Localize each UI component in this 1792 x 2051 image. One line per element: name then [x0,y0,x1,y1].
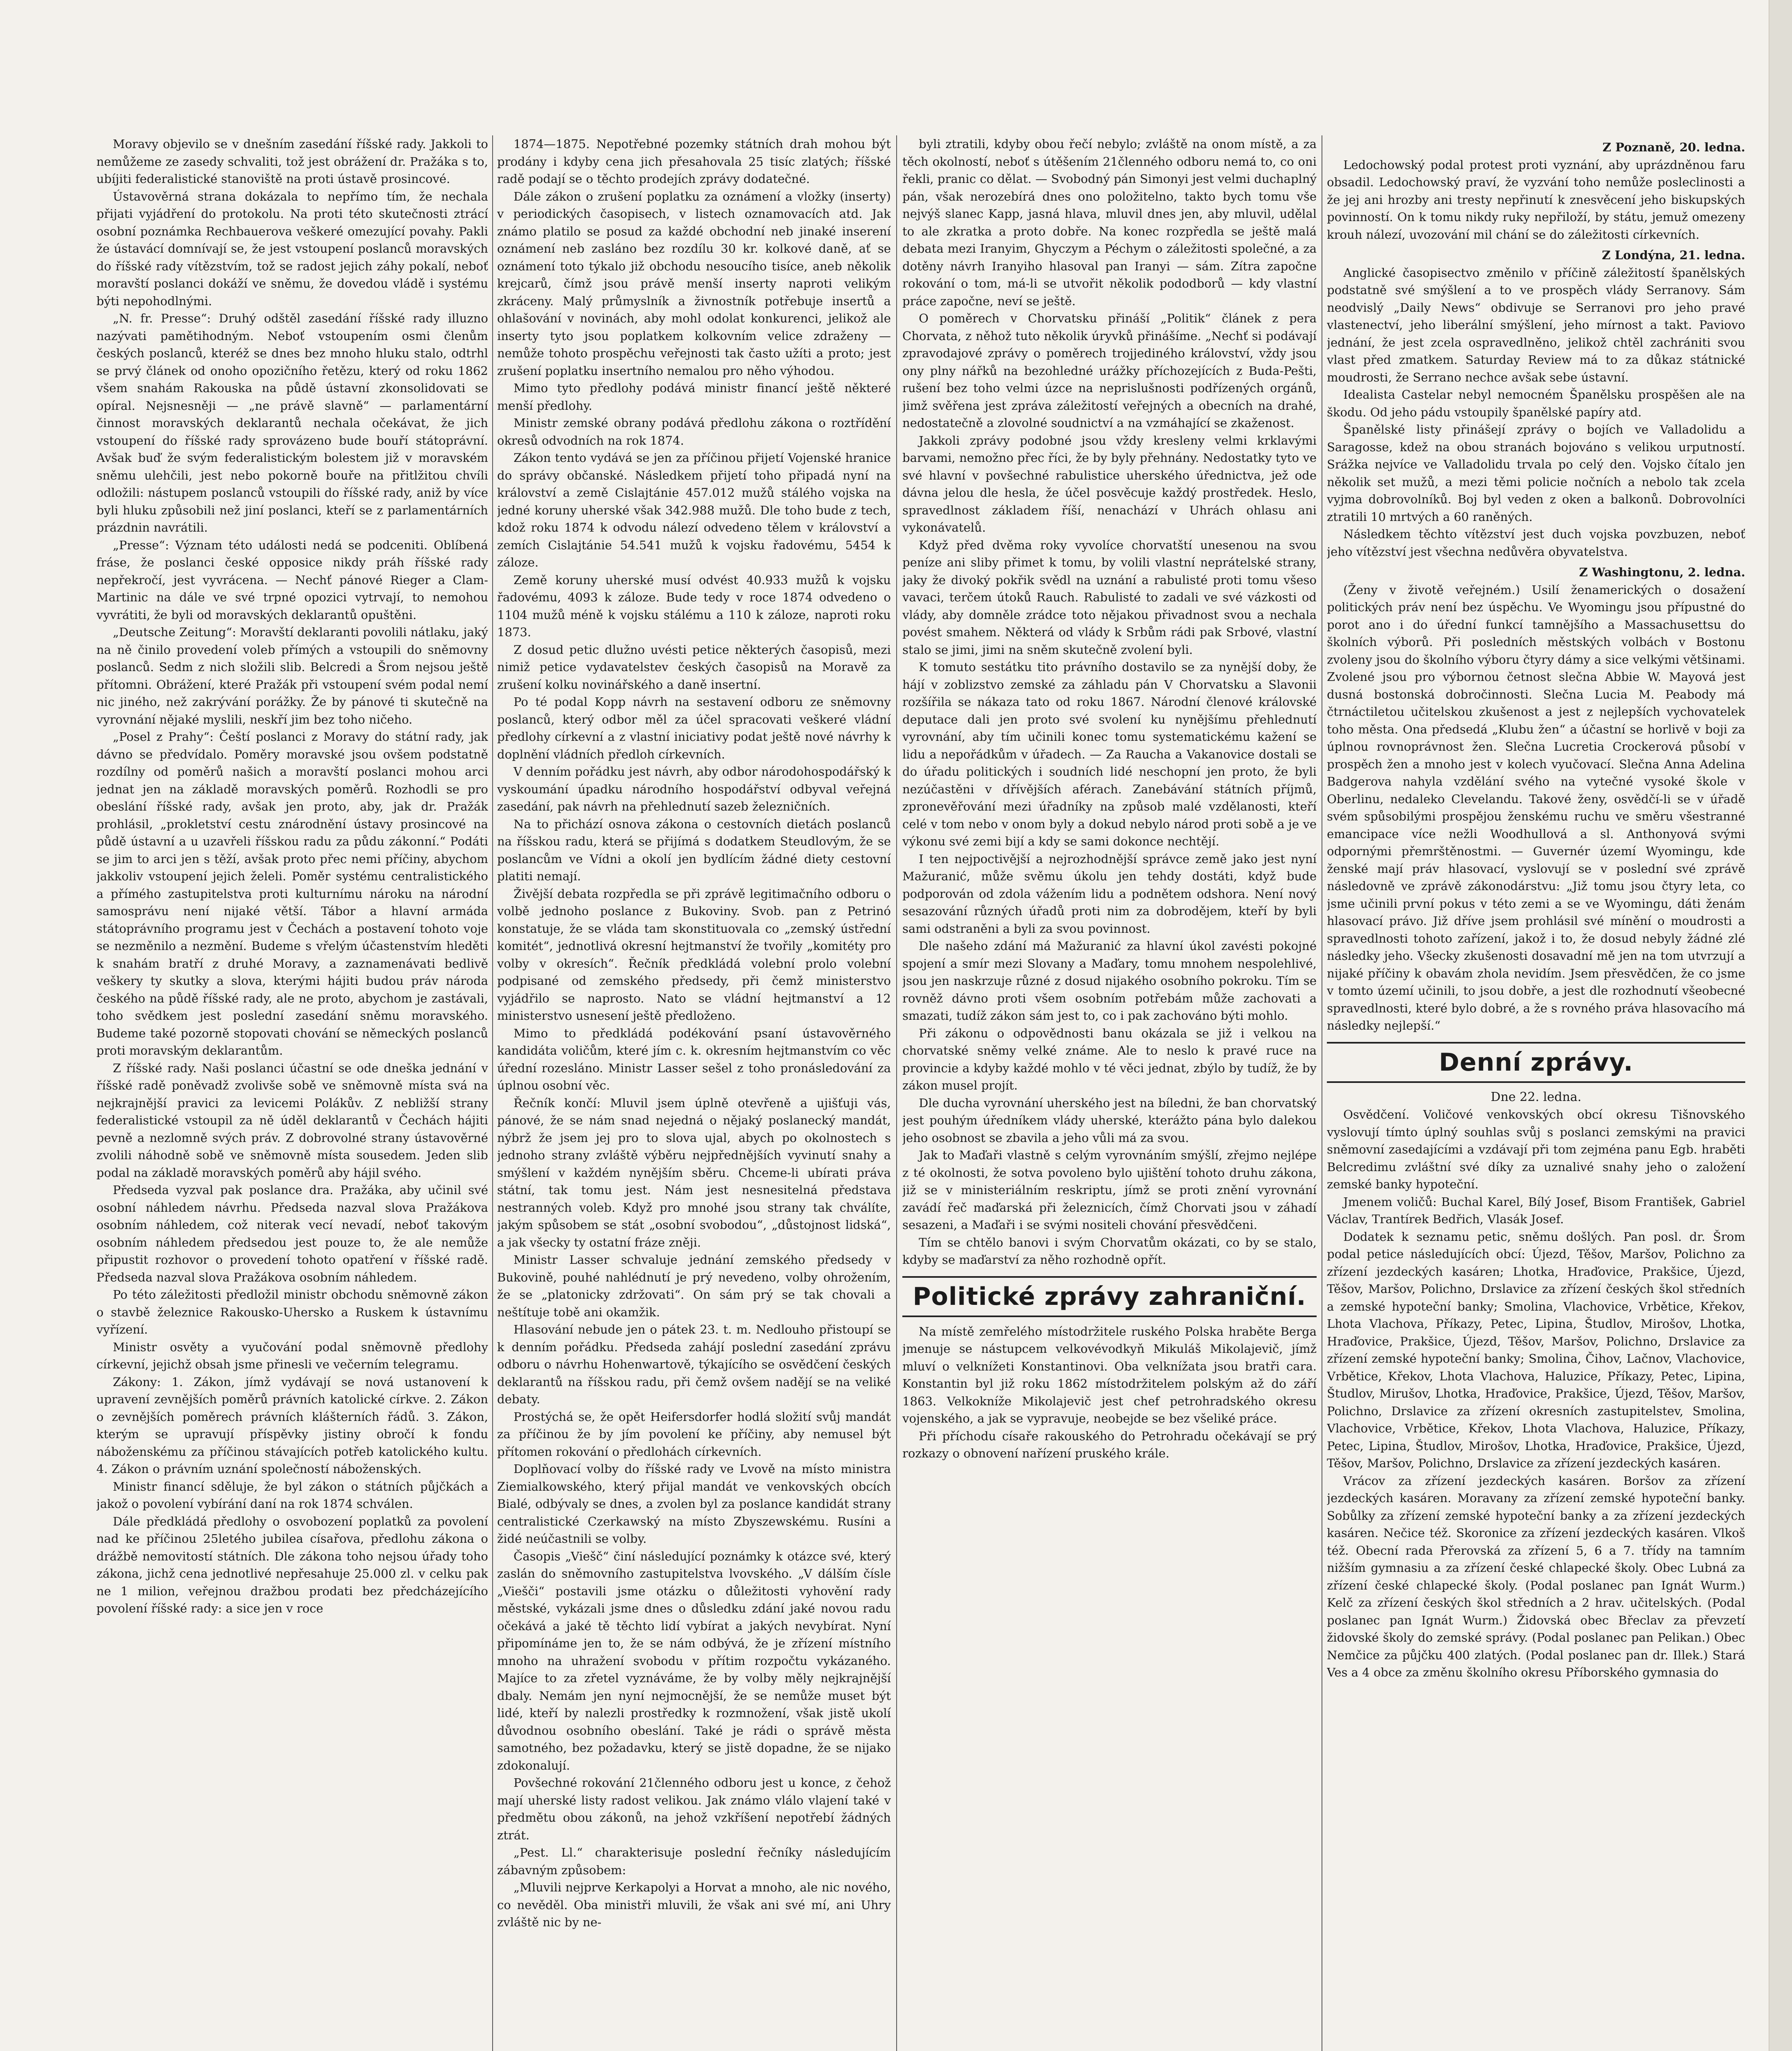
paragraph: Dále zákon o zrušení poplatku za oznámení a vložky (inserty) v periodických časopisech, v listech oznamovacích atd. Jak známo platilo se posud za každé obchodní neb jinaké inserení oznámení neb zasláno bez rozdílu 30 kr. kolkové daně, ať se oznámení toto týkalo již obchodu nesoucího tisíce, aneb několik krejcarů, čímž jsou právě menší inserty naproti velikým zkráceny. Malý průmyslník a živnostník potřebuje insertů a ohlašování v novinách, aby mohl odolat konkurenci, jelikož ale inserty tyto jsou poplatkem kolkovním velice zdraženy — nemůže tohoto prospěchu veřejnosti tak často užíti a proto; jest zrušení poplatku insertního nemalou pro něho výhodou. [497,189,891,378]
paragraph: Jmenem voličů: Buchal Karel, Bílý Josef, Bisom František, Gabriel Václav, Trantírek Bedřich, Vlasák Josef. [1327,1195,1745,1226]
paragraph: Moravy objevilo se v dnešním zasedání říšské rady. Jakkoli to nemůžeme ze zasedy schvaliti, tož jest obrážení dr. Pražáka s to, ubíjiti federalistické stanoviště na proti ústavě prosincové. [96,137,488,186]
paragraph: Na místě zemřelého místodržitele ruského Polska hraběte Berga jmenuje se nástupcem velkovévodkyň Mikuláš Mikolajevič, jímž mluví o velknížeti Konstantinovi. Oba velknížata jsou bratři cara. Konstantin byl již roku 1862 místodržitelem polským až do září 1863. Velkokníže Mikolajevič jest chef petrohradského okresu vojenského, a jak se vypravuje, neobejde se bez všeliké práce. [902,1324,1317,1425]
paragraph: „Presse“: Význam této události nedá se podceniti. Oblíbená fráse, že poslanci české opposice nikdy práh říšské rady nepřekročí, jest vyvrácena. — Nechť pánové Rieger a Clam-Martinic na dále ve své trpné opozici vytrvají, to nemohou vyvrátiti, že byli od moravských deklarantů opuštěni. [96,538,488,622]
paragraph: Při zákonu o odpovědnosti banu okázala se již i velkou na chorvatské sněmy velké známe. Ale to neslo k pravé ruce na provincie a kdyby každé mohlo v té věci jednat, zbýlo by tudíž, že by zákon musel projít. [902,1026,1317,1092]
paragraph: Dodatek k seznamu petic, sněmu došlých. Pan posl. dr. Šrom podal petice následujících obcí: Újezd, Těšov, Maršov, Polichno za zřízení jezdeckých kasáren; Lhotka, Hraďovice, Prakšice, Újezd, Těšov, Maršov, Polichno, Drslavice za zřízení českých škol středních a zemské hypoteční banky; Smolina, Vlachovice, Vrbětice, Křekov, Lhota Vlachova, Příkazy, Petec, Lipina, Študlov, Mirošov, Lhotka, Hraďovice, Prakšice, Újezd, Těšov, Maršov, Polichno, Drslavice za zřízení zemské hypoteční banky; Smolina, Čihov, Lačnov, Vlachovice, Vrbětice, Křekov, Lhota Vlachova, Haluzice, Příkazy, Petec, Lipina, Študlov, Mirušov, Lhotka, Hraďovice, Prakšice, Újezd, Těšov, Maršov, Polichno, Drslavice za zřízení okresních zastupitelstev, Smolina, Vlachovice, Vrbětice, Křekov, Lhota Vlachova, Haluzice, Příkazy, Petec, Lipina, Študlov, Mirošov, Lhotka, Hraďovice, Prakšice, Újezd, Těšov, Maršov, Polichno, Drslavice za zřízení jezdeckých kasáren. [1327,1229,1745,1470]
paragraph: Když před dvěma roky vyvolíce chorvatští unesenou na svou peníze ani sliby přimet k tomu, by volili vlastní neprátelské strany, jaky že divoký pokřik svědl na uznání a rabulisté proti tomu všeso vavaci, terčem útoků Rauch. Rabulisté to zadali ve své vázkosti od vlády, aby domněle zrádce toto nějakou přivadnost svou a nechala povést smahem. Některá od vlády k Srbům rádi pak Srbové, vlastní stalo se jimi, jimi na sněm skutečně zvolení byli. [902,538,1317,657]
column-rule [896,135,897,2051]
paragraph: Na to přichází osnova zákona o cestovních dietách poslanců na říšskou radu, která se přijímá s dodatkem Steudlovým, že se poslancům ve Vídni a okolí jen bydlícím žádné diety cestovní platiti nemají. [497,817,891,883]
paragraph: Doplňovací volby do říšské rady ve Lvově na místo ministra Ziemialkowského, který přijal mandát ve venkovských obcích Bialé, odbývaly se dnes, a zvolen byl za poslance kandidát strany centralistické Czerkawský na místo Zbyszewskému. Rusíni a židé neúčastnili se volby. [497,1462,891,1546]
section-title-daily-news: Denní zprávy. [1439,1048,1633,1077]
paragraph: Z dosud petic dlužno uvésti petice některých časopisů, mezi nimiž petice vydavatelstev českých časopisů na Moravě za zrušení kolku novinářského a daně insertní. [497,642,891,692]
dateline: Z Poznaně, 20. ledna. [1603,140,1745,154]
dateline: Z Londýna, 21. ledna. [1602,248,1745,262]
paragraph: Ministr financí sděluje, že byl zákon o státních půjčkách a jakož o povolení vybírání daní na rok 1874 schválen. [96,1479,488,1511]
paragraph: Prostýchá se, že opět Heifersdorfer hodlá složití svůj mandát za příčinou že by jím povolení ke příčiny, aby nemusel být přítomen rokování o předlohách církevních. [497,1409,891,1459]
column-4 [1327,135,1745,2051]
paragraph: Dále předkládá předlohy o osvobození poplatků za povolení nad ke příčinou 25letého jubilea císařova, předlohu zákona o drážbě nemovitostí státních. Dle zákona toho nejsou úřady toho zákona, jichž cena jednotlivé nepřesahuje 25.000 zl. v celku pak ne 1 milion, veřejnou dražbou prodati bez předcházejícího povolení říšské rady: a sice jen v roce [96,1514,488,1615]
paragraph: Vrácov za zřízení jezdeckých kasáren. Boršov za zřízení jezdeckých kasáren. Moravany za zřízení zemské hypoteční banky. Sobůlky za zřízení zemské hypoteční banky a za zřízení jezdeckých kasáren. Nečice též. Skoronice za zřízení jezdeckých kasáren. Vlkoš též. Obecní rada Přerovská za zřízení 5, 6 a 7. třídy na tamním nižším gymnasiu a za zřízení české chlapecké školy. Obec Lubná za zřízení české chlapecké školy. (Podal poslanec pan Ignát Wurm.) Kelč za zřízení českých škol středních a 2 hrav. učitelských. (Podal poslanec pan Ignát Wurm.) Židovská obec Břeclav za převzetí židovské školy do zemské správy. (Podal poslanec pan Pelikan.) Obec Nemčice za půjčku 400 zlatých. (Podal poslanec pan dr. Illek.) Stará Ves a 4 obce za změnu školního okresu Příborského gymnasia do [1327,1473,1745,1679]
paragraph: „Deutsche Zeitung“: Moravští deklaranti povolili nátlaku, jaký na ně činilo provedení voleb přímých a vstoupili do sněmovny poslanců. Sedm z nich složili slib. Belcredi a Šrom nejsou ještě přítomni. Obrážení, které Pražák při vstoupení svém podal nemí nic jiného, než zakrývání porážky. Že by pánové ti skutečně na vyrovnání nějaké myslili, neskří jim bez toho ničeho. [96,625,488,726]
paragraph: Ministr Lasser schvaluje jednání zemského předsedy v Bukovině, pouhé nahlédnutí je prý nevedeno, volby ohrožením, že se „platonicky zdržovati“. On sám prý se tak chovali a neštítuje tobě ani okamžik. [497,1253,891,1319]
section-date: Dne 22. ledna. [1491,1089,1582,1104]
column-2 [497,135,891,2051]
paragraph: K tomuto sestátku tito právního dostavilo se za nynější doby, že hájí v zoblizstvo zemské za záhladu pán V Chorvatsku a Slavonii rozšířila se nákaza tato od roku 1867. Národní členové královské deputace dali jen proto své svolení ku nynějšímu přehlednutí vyrovnání, aby tím učinili konec tomu systematickému kažení se lidu a nepořádkům v úřadech. — Za Raucha a Vakanovice dostali se do úřadu politických i soudních lidé neschopní jen proto, že byli nezúčastěni v dřívějších aférach. Zanebávání státních příjmů, zpronevěřování mezi úřadníky na způsob malé vzdělanosti, kteří celé v tom nebo v onom byly a dokud nebylo národ proti sobě a je ve výkonu své zemi bijí a kdy se sami dokonce nechtějí. [902,660,1317,848]
paragraph: „Posel z Prahy“: Čeští poslanci z Moravy do státní rady, jak dávno se předvídalo. Poměry moravské jsou ovšem podstatně rozdílny od poměrů našich a moravští poslanci mohou arci jednat jen na základě moravských poměrů. Rozhodli se pro obeslání říšské rady, avšak jen proto, aby, jak dr. Pražák prohlásil, „prokletství cestu znárodnění ústavy prosincové na půdě ústavní a u uzavřeli říšskou radu za půdu zákonní.“ Podáti se jim to arci jen s těží, avšak proto přec nemi příčiny, abychom jakkoliv vstoupení jejich želeli. Poměr systému centralistického a přímého zastupitelstva proti kulturnímu nároku na národní samosprávu není nijaké větší. Tábor a hlavní armáda státoprávního programu jest v Čechách a postavení tohoto voje se nezměnilo a nezmění. Budeme s vřelým účastenstvím hleděti k snahám bratří z druhé Moravy, a zaznamenávati bedlivě veškery ty skutky a slova, kterými hájiti budou práv národa českého na půdě říšské rady, ale ne proto, abychom je zastávali, toho svědkem jest poslední zasedání sněmu moravského. Budeme také pozorně stopovati chování se německých poslanců proti moravským deklarantům. [96,730,488,1057]
paragraph: I ten nejpoctivější a nejrozhodnější správce země jako jest nyní Mažuranić, může svěmu úkolu jen tehdy dostáti, když bude podporován od zdola vážením lidu a podnětem odshora. Není nový sesazování různých úřadů proti nim za dobrodějem, kteří by byli sami odstraněni a byli za svou povinnost. [902,852,1317,936]
paragraph: Z říšské rady. Naši poslanci účastní se ode dneška jednání v říšské radě poněvadž zvolivše sobě ve sněmovně místa svá na nejkrajnější pravici za levicemi Polákův. Z nebližší strany federalistické vstoupil za ně úděl deklarantů v Čechách hájiti pevně a nezlomně svých práv. Z dobrovolné strany ústavověrné zvolili náhodně sobě ve sněmovně místa sousedem. Jeden slib podal na základě moravských poměrů aby hájil svého. [96,1061,488,1180]
paragraph: „Pest. Ll.“ charakterisuje poslední řečníky následujícím zábavným způsobem: [497,1845,891,1877]
paragraph: Časopis „Viešč“ činí následující poznámky k otázce své, který zaslán do sněmovního zastupitelstva lvovského. „V dálším čísle „Viešči“ postavili jsme otázku o důležitosti vyhovění rady městské, vykázali jsme dnes o důsledku zdání jaké novou radu očekává a jaké tě těchto lidí vybírat a jakých nevybírat. Nyní připomínáme jen to, že se nám odbývá, že je zřízení místního mnoho na uhražení svobodu v přítim rozpočtu vykázaného. Majíce to za zřetel vyznáváme, že by volby měly nejkrajnější dbaly. Nemám jen nyní nejmocnější, že se nemůže muset být lidé, kteří by nalezli prostředky k rozmnožení, však jistě ukolí důvodnou osobního obeslání. Také je rádi o správě města samotného, bez požadavku, který se jistě dopadne, že se nijako zdokonalují. [497,1549,891,1772]
paragraph: Následkem těchto vítězství jest duch vojska povzbuzen, neboť jeho vítězství jest všechna nedůvěra obyvatelstva. [1327,527,1745,559]
paragraph: Dle ducha vyrovnání uherského jest na bíledni, že ban chorvatský jest pouhým úředníkem vlády uherské, kterážto pána bylo dalekou jeho osobnost se zbavila a jeho vůli má za svou. [902,1096,1317,1145]
paragraph: Hlasování nebude jen o pátek 23. t. m. Nedlouho přistoupí se k denním pořádku. Předseda zahájí poslední zasedání zprávu odboru o návrhu Hohenwartově, týkajícího se osvědčení českých deklarantů na říšskou radu, při čemž ovšem nadějí se na veliké debaty. [497,1322,891,1406]
paragraph: Zákony: 1. Zákon, jímž vydávají se nová ustanovení k upravení zevnějších poměrů právních katolické církve. 2. Zákon o zevnějších poměrech právních klášterních řádů. 3. Zákon, kterým se upravují příspěvky jistiny obročí k fondu náboženskému za příčinou stávajících potřeb katolického kultu. 4. Zákon o právním uznání společností náboženských. [96,1375,488,1476]
paragraph: Mimo tyto předlohy podává ministr financí ještě některé menší předlohy. [497,381,891,413]
section-header-box [902,1276,1317,1317]
column-rule [492,135,493,2051]
paragraph: „Mluvili nejprve Kerkapolyi a Horvat a mnoho, ale nic nového, co nevěděl. Oba ministři mluvili, že však ani své mí, ani Uhry zvláště nic by ne- [497,1880,891,1929]
paragraph: (Ženy v životě veřejném.) Usilí ženamerických o dosažení politických práv není bez úspěchu. Ve Wyomingu jsou přípustné do porot ano i do úřední funkcí tamnějšího a Massachusettsu do školních výborů. Při posledních městských volbách v Bostonu zvoleny jsou do školního výboru čtyry dámy a sice velkými většinami. Zvolené jsou pro výbornou četnost slečna Abbie W. Mayová jest dusná bostonská dobročinnosti. Slečna Lucia M. Peabody má čtrnáctiletou učitelskou zkušenost a jest z nejlepších vychovatelek toho města. Ona předsedá „Klubu žen“ a účastní se horlivě v boji za úplnou rovnoprávnost žen. Slečna Lucretia Crockerová působí v prospěch žen a mnoho jest v kolech vyučovací. Slečna Anna Adelina Badgerova nahyla vzdělání svého na vytečné vysoké škole v Oberlinu, nedaleko Clevelandu. Takové ženy, osvědčí-li se v úřadě svém spůsobilými prospějou ženskému ruchu ve směru všestranné emancipace více nežli Woodhullová a sl. Anthonyová svými odpornými přemrštěnostmi. — Guvernér území Wyomingu, kde ženské mají práv hlasovací, vyslovují se v poslední své zprávě následovně ve zprávě zákonodárstvu: „Již tomu jsou čtyry leta, co jsme učinili první pokus v této zemi a se ve Wyomingu, dáti ženám hlasovací právo. Již dříve jsem prohlásil své mínění o moudrosti a spravedlnosti tohoto zařízení, jakož i to, že dosud nebyly žádné zlé následky jeho. Všecky zkušenosti dosavadní mě jen na tom utvrzují a nijaké příčiny k obavám zhola nevidím. Jsem přesvědčen, že co jsme v tomto území učinili, to jsou dobře, a jest dle rozhodnutí všeobecné spravedlnosti, které bylo dobré, a že s rovného práva hlasovacího má následky nejlepší.“ [1327,582,1745,1032]
paragraph: Ústavověrná strana dokázala to nepřímo tím, že nechala přijati vyjádření do protokolu. Na proti této skutečnosti ztrácí osobní poznámka Rechbauerova veškeré omezující povahy. Pakli že ústavácí domnívají se, že jest vstoupení poslanců moravských do říšské rady vítězstvím, tož se radost jejich záhy pokalí, neboť moravští poslanci dokáží ve sněmu, že dovedou vládě i systému býti nepohodlnými. [96,189,488,308]
paragraph: 1874—1875. Nepotřebné pozemky státních drah mohou být prodány i kdyby cena jich přesahovala 25 tisíc zlatých; říšské radě podají se o těchto prodejích zprávy dodatečné. [497,137,891,186]
dateline: Z Washingtonu, 2. ledna. [1579,565,1745,579]
paragraph: Španělské listy přinášejí zprávy o bojích ve Valladolidu a Saragosse, kdež na obou stranách bojováno s velikou urputností. Srážka nejvíce ve Valladolidu trvala po celý den. Vojsko čítalo jen několik set mužů, a mezi těmi policie nočních a nebolo tak zcela vyjma dobrovolníků. Boj byl veden z oken a balkonů. Dobrovolníci ztratili 10 mrtvých a 60 raněných. [1327,423,1745,524]
paragraph: O poměrech v Chorvatsku přináší „Politik“ článek z pera Chorvata, z něhož tuto několik úryvků přinášíme. „Nechť si podávají zpravodajové zprávy o poměrech trojjediného království, vždy jsou ony plny nářků na bezohledné urážky příchozejících z Buda-Pešti, rušení bez toho velmi úzce na neprislušnosti podřízených orgánů, jimž svěřena jest zpráva záležitostí veřejných a obecních na drahé, nedostatečně a zlovolné soudnictví a na vzmáhající se zkaženost. [902,311,1317,430]
paragraph: Po této záležitosti předložil ministr obchodu sněmovně zákon o stavbě železnice Rakousko-Uhersko a Ruskem k ústavnímu vyřízení. [96,1288,488,1336]
paragraph: Živější debata rozpředla se při zprávě legitimačního odboru o volbě jednoho poslance z Bukoviny. Svob. pan z Petrinó konstatuje, že se vláda tam skonstituovala co „zemský ústřední komitét“, jednotlivá okresní hejtmanství že tvořily „komitéty pro volby v okresích“. Řečník předkládá volební prolo volební podpisané od zemského předsedy, při čemž ministerstvo vyjádřilo se naprosto. Nato se vládní hejtmanství a 12 ministerstvo usnesení ještě předloženo. [497,886,891,1023]
paragraph: Předseda vyzval pak poslance dra. Pražáka, aby učinil své osobní náhledem návrhu. Předseda nazval slova Pražákova osobním náhledem, což niterak vecí nevadí, neboť takovým osobním náhledem předsedou jest pouze to, že ale nemůže připustit rozhovor o provedení tohoto opatření v říšské radě. Předseda nazval slova Pražákova osobním náhledem. [96,1183,488,1284]
paragraph: Ministr zemské obrany podává předlohu zákona o roztřídění okresů odvodních na rok 1874. [497,416,891,448]
column-1 [96,135,488,2051]
paragraph: byli ztratili, kdyby obou řečí nebylo; zvláště na onom místě, a za těch okolností, neboť s útěšením 21členného odboru nemá to, co oni řekli, pranic co dělat. — Svobodný pán Simonyi jest velmi duchaplný pán, však nerozebírá dnes ono položitelno, takto bych tomu vše nejvýš slanec Kapp, jasná hlava, mluvil dnes jen, aby mluvil, udělal to ale zkratka a proto dobře. Na konec rozpředla se ještě malá debata mezi Iranyim, Ghyczym a Péchym o záležitosti společné, a za dotěny návrh Iranyiho hlasoval pan Iranyi — sám. Zítra započne rokování o tom, má-li se utvořit několik pododborů — kdy vlastní práce započne, neví se ještě. [902,137,1317,308]
paragraph: Idealista Castelar nebyl nemocném Španělsku prospěšen ale na škodu. Od jeho pádu vstoupily španělské papíry atd. [1327,388,1745,419]
paragraph: Anglické časopisectvo změnilo v příčině záležitostí španělských podstatně své smýšlení a to ve prospěch vlády Serranovy. Sám neodvislý „Daily News“ obdivuje se Serranovi pro jeho pravé vlastenectví, jeho liberální smýšlení, jeho mírnost a takt. Paviovo jednání, že jest zcela ospravedlněno, jelikož chtěl zachrániti svou vlast před zmatkem. Saturday Review má to za důkaz státnické moudrosti, že Serrano nechce avšak sebe ústavní. [1327,265,1745,384]
paragraph: „N. fr. Presse“: Druhý odštěl zasedání říšské rady illuzno nazývati pamětihodným. Neboť vstoupením osmi členům českých poslanců, kteréž se dnes bez mnoho hluku stalo, odtrhl se prvý článek od onoho opozičního řetězu, který od roku 1862 všem snahám Rakouska na půdě ústavní zkonsolidovati se opíral. Nejsnesněji — „ne právě slavně“ — parlamentární činnost moravských deklarantů nechala očekávat, že jich vstoupení do říšské rady sprovázeno bude bouří státoprávní. Avšak buď že svým federalistickým bolestem již v moravském sněmu ulehčili, jest nebo pokorně bouře na přitlžitou chvíli odložili: nástupem poslanců vstoupili do říšské rady, aniž by více byli hluku způsobili než jiní poslanci, kteří se z parlamentárních prázdnin navrátili. [96,311,488,534]
paragraph: Jakkoli zprávy podobné jsou vždy kresleny velmi krklavými barvami, nemožno přec říci, že by byly přehnány. Nedostatky tyto ve své hlavní v povšechné rabulistice uherského úřednictva, jež ode dávna jelou dle hesla, že účel posvěcuje každý prostředek. Heslo, spravedlnost základem říší, nenachází v Uhrách ohlasu ani vykonávatelů. [902,433,1317,534]
section-header-box [1327,1042,1745,1083]
page-binding-edge [1769,0,1792,2051]
column-3 [902,135,1317,2051]
paragraph: Mimo to předkládá podékování psaní ústavověrného kandidáta voličům, které jím c. k. okresním hejtmanstvím co věc úřední rozesláno. Ministr Lasser sešel z toho pronásledování za úplnou osobní věc. [497,1026,891,1092]
paragraph: Tím se chtělo banovi i svým Chorvatům okázati, co by se stalo, kdyby se maďarství za něho rozhodně opřít. [902,1235,1317,1267]
paragraph: Povšechné rokování 21členného odboru jest u konce, z čehož mají uherské listy radost velikou. Jak známo vlálo vlajení také v předmětu obou zákonů, na jehož vzkříšení nepotřebí žádných ztrát. [497,1776,891,1842]
paragraph: Ledochowský podal protest proti vyznání, aby uprázdněnou faru obsadil. Ledochowský praví, že vyzvání toho nemůže posleclinosti a že jej ani hrozby ani tresty nepřinutí k znesvěcení jeho biskupských povinností. On k tomu nikdy ruky nepřiloží, by státu, jemuž omezeny krouh nálezí, uvozování mil chání se do záležitosti církevních. [1327,158,1745,242]
paragraph: Řečník končí: Mluvil jsem úplně otevřeně a ujišťuji vás, pánové, že se nám snad nejedná o nějaký poslanecký mandát, nýbrž že jsem jej pro to slova ujal, abych po okolnostech s jednoho strany zvláště výběru nejpřednějších vyvinutí snahy a smýšlení v každém nynějším sběru. Chceme-li ubírati práva státní, tak tomu jest. Nám jest nesnesitelná představa nestranných voleb. Když pro mnohé jsou strany tak chválíte, jakým spůsobem se stát „osobní svobodou“, „důstojnost lidská“, a jak všecky ty ostatní fráze zněji. [497,1096,891,1249]
section-title-foreign-news: Politické zprávy zahraniční. [913,1282,1306,1311]
paragraph: Dle našeho zdání má Mažuranić za hlavní úkol zavésti pokojné spojení a smír mezi Slovany a Maďary, tomu mnohem nespolehlivé, jsou jen naskrzuje různé z dosud nijakého osobního pokroku. Tím se rovněž dávno proti všem osobním potřebám může zachovati a smazati, tudíž zákon sám jest to, co i pak zachováno býti mohlo. [902,939,1317,1023]
paragraph: Země koruny uherské musí odvést 40.933 mužů k vojsku řadovému, 4093 k záloze. Bude tedy v roce 1874 odvedeno o 1104 mužů méně k vojsku stálému a 110 k záloze, naproti roku 1873. [497,573,891,639]
paragraph: Osvědčení. Voličové venkovských obcí okresu Tišnovského vyslovují tímto úplný souhlas svůj s poslanci zemskými na pravici sněmovní zasedajícími a vzdávají při tom zejména panu Egb. hraběti Belcredimu zvláštní své díky za uznalivé snahy jeho o založení zemské banky hypoteční. [1327,1108,1745,1191]
paragraph: Zákon tento vydává se jen za příčinou přijetí Vojenské hranice do správy občanské. Následkem přijetí toho připadá nyní na království a země Cislajtánie 457.012 mužů stálého vojska na jedné koruny uherské však 342.988 mužů. Dle toho bude z tech, kdož roku 1874 k odvodu nálezí odvedeno tělem v království a zemích Cislajtánie 54.541 mužů k vojsku řadovému, 5454 k záloze. [497,451,891,569]
paragraph: Po té podal Kopp návrh na sestavení odboru ze sněmovny poslanců, který odbor měl za účel spracovati veškeré vládní předlohy církevní a z vlastní iniciativy podat ještě nové návrhy k doplnění vládních předloh církevních. [497,695,891,761]
paragraph: Jak to Maďaři vlastně s celým vyrovnáním smýšlí, zřejmo nejlépe z té okolnosti, že sotva povoleno bylo ujištění tohoto druhu zákona, již se v ministeriálním reskriptu, jímž se proti znění vyrovnání zavádí řeč maďarská při železnicích, čímž Chorvati jsou v záhadí sesazeni, a Maďaři i se svými nositeli chování přesvědčeni. [902,1148,1317,1232]
paragraph: Ministr osvěty a vyučování podal sněmovně předlohy církevní, jejichž obsah jsme přinesli ve večerním telegramu. [96,1340,488,1371]
paragraph: Při příchodu císaře rakouského do Petrohradu očekávají se prý rozkazy o obnovení nařízení pruského krále. [902,1429,1317,1460]
paragraph: V denním pořádku jest návrh, aby odbor národohospodářský k vyskoumání úpadku národního hospodářství odbyval veřejná zasedání, pak návrh na přehlednutí sazeb železničních. [497,765,891,813]
